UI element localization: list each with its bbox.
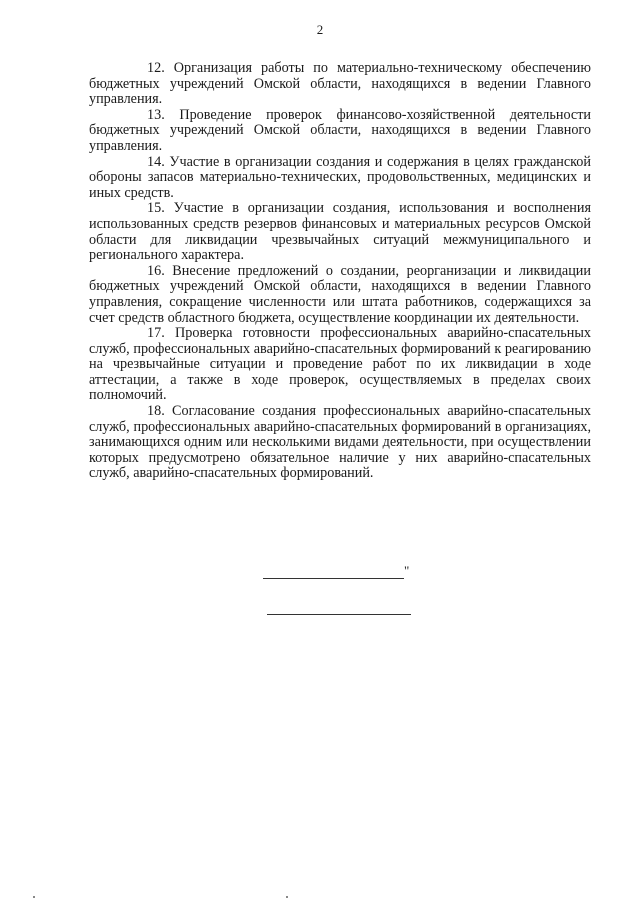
paragraph-13: 13. Проведение проверок финансово-хозяйственной деятельности бюджетных учреждений Омской области, находящихся в ведении Главного управления.	[89, 106, 591, 154]
paragraph-12: 12. Организация работы по материально-техническому обеспечению бюджетных учреждений Омской области, находящихся в ведении Главного управления.	[89, 60, 591, 108]
paragraph-18: 18. Согласование создания профессиональных аварийно-спасательных служб, профессиональных аварийно-спасательных формирований в организациях, занимающихся одним или несколькими видами деятельности, при осуществлении которых предусмотрено обязательное наличие у них аварийно-спасательных служб, аварийно-спасательных формирований.	[89, 403, 591, 482]
page-number: 2	[316, 22, 324, 37]
paragraph-15: 15. Участие в организации создания, использования и восполнения использованных средств резервов финансовых и материальных ресурсов Омской области для ликвидации чрезвычайных ситуаций межмуниципального и регионального характера.	[89, 200, 591, 264]
paragraph-17: 17. Проверка готовности профессиональных аварийно-спасательных служб, профессиональных аварийно-спасательных формирований к реагированию на чрезвычайные ситуации и проведение работ по их ликвидации в ходе аттестации, а также в ходе проверок, осуществляемых в пределах своих полномочий.	[89, 325, 591, 404]
paragraph-14: 14. Участие в организации создания и содержания в целях гражданской обороны запасов материально-технических, продовольственных, медицинских и иных средств.	[89, 153, 591, 201]
document-body	[89, 61, 591, 482]
closing-line	[263, 578, 404, 579]
paragraph-16: 16. Внесение предложений о создании, реорганизации и ликвидации бюджетных учреждений Омской области, находящихся в ведении Главного управления, сокращение численности или штата работников, содержащихся за счет средств областного бюджета, осуществление координации их деятельности.	[89, 262, 591, 326]
scan-artifact	[33, 896, 35, 898]
closing-quote-mark: "	[404, 563, 410, 578]
separator-line	[267, 614, 411, 615]
scan-artifact	[286, 896, 288, 898]
